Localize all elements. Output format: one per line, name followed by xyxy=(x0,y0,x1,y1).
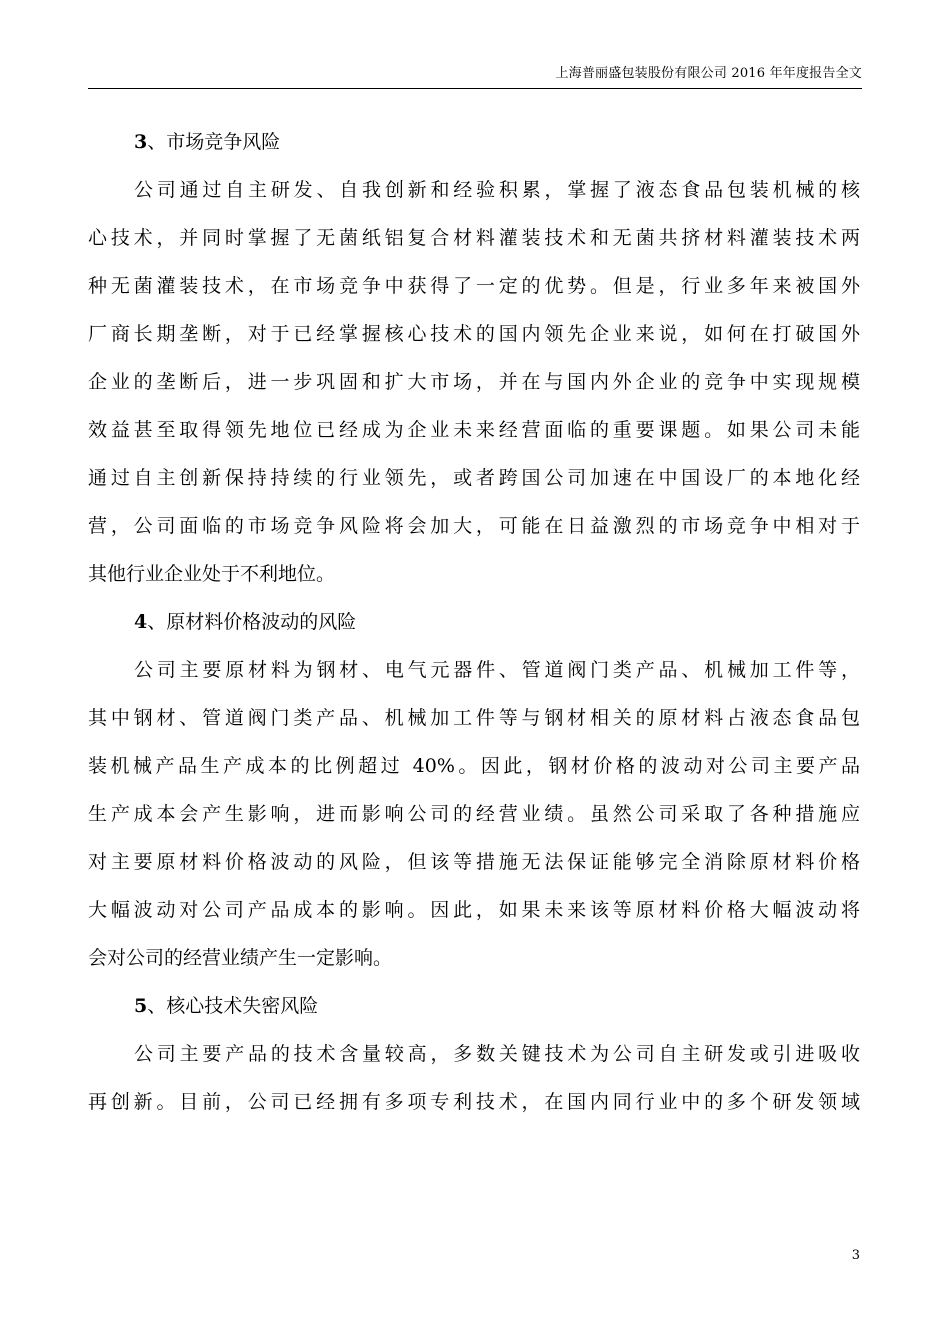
paragraph-line: 通过自主创新保持持续的行业领先，或者跨国公司加速在中国设厂的本地化经 xyxy=(88,467,860,489)
section-number: 4 xyxy=(134,611,148,633)
paragraph-line: 企业的垄断后，进一步巩固和扩大市场，并在与国内外企业的竞争中实现规模 xyxy=(88,371,860,393)
section-number: 3 xyxy=(134,131,148,153)
paragraph-line: 公司通过自主研发、自我创新和经验积累，掌握了液态食品包装机械的核 xyxy=(134,179,860,201)
section-paragraph xyxy=(88,646,860,982)
paragraph-line: 生产成本会产生影响，进而影响公司的经营业绩。虽然公司采取了各种措施应 xyxy=(88,803,860,825)
section-heading xyxy=(88,118,860,166)
paragraph-line: 会对公司的经营业绩产生一定影响。 xyxy=(88,947,393,969)
section-title: 、市场竞争风险 xyxy=(147,131,281,153)
paragraph-line: 再创新。目前，公司已经拥有多项专利技术，在国内同行业中的多个研发领域 xyxy=(88,1091,860,1113)
paragraph-line: 其中钢材、管道阀门类产品、机械加工件等与钢材相关的原材料占液态食品包 xyxy=(88,707,860,729)
page-number: 3 xyxy=(851,1248,860,1263)
section-title: 、原材料价格波动的风险 xyxy=(147,611,357,633)
paragraph-line: 对主要原材料价格波动的风险，但该等措施无法保证能够完全消除原材料价格 xyxy=(88,851,860,873)
paragraph-line: 其他行业企业处于不利地位。 xyxy=(88,563,336,585)
paragraph-line: 营，公司面临的市场竞争风险将会加大，可能在日益激烈的市场竞争中相对于 xyxy=(88,515,860,537)
section-number: 5 xyxy=(134,995,148,1017)
paragraph-line: 厂商长期垄断，对于已经掌握核心技术的国内领先企业来说，如何在打破国外 xyxy=(88,323,860,345)
paragraph-line: 大幅波动对公司产品成本的影响。因此，如果未来该等原材料价格大幅波动将 xyxy=(88,899,860,921)
paragraph-line: 公司主要产品的技术含量较高，多数关键技术为公司自主研发或引进吸收 xyxy=(134,1043,860,1065)
page-header xyxy=(88,60,862,89)
section-paragraph xyxy=(88,1030,860,1126)
paragraph-line: 心技术，并同时掌握了无菌纸铝复合材料灌装技术和无菌共挤材料灌装技术两 xyxy=(88,227,860,249)
paragraph-line: 装机械产品生产成本的比例超过 40%。因此，钢材价格的波动对公司主要产品 xyxy=(88,755,860,777)
section-market-competition-risk xyxy=(88,118,860,598)
section-heading xyxy=(88,982,860,1030)
section-paragraph xyxy=(88,166,860,598)
section-heading xyxy=(88,598,860,646)
section-core-tech-leak-risk xyxy=(88,982,860,1126)
section-raw-material-price-risk xyxy=(88,598,860,982)
header-title: 上海普丽盛包装股份有限公司 2016 年年度报告全文 xyxy=(555,66,862,81)
paragraph-line: 公司主要原材料为钢材、电气元器件、管道阀门类产品、机械加工件等， xyxy=(134,659,860,681)
section-title: 、核心技术失密风险 xyxy=(147,995,319,1017)
paragraph-line: 效益甚至取得领先地位已经成为企业未来经营面临的重要课题。如果公司未能 xyxy=(88,419,860,441)
paragraph-line: 种无菌灌装技术，在市场竞争中获得了一定的优势。但是，行业多年来被国外 xyxy=(88,275,860,297)
document-body xyxy=(88,118,860,1126)
